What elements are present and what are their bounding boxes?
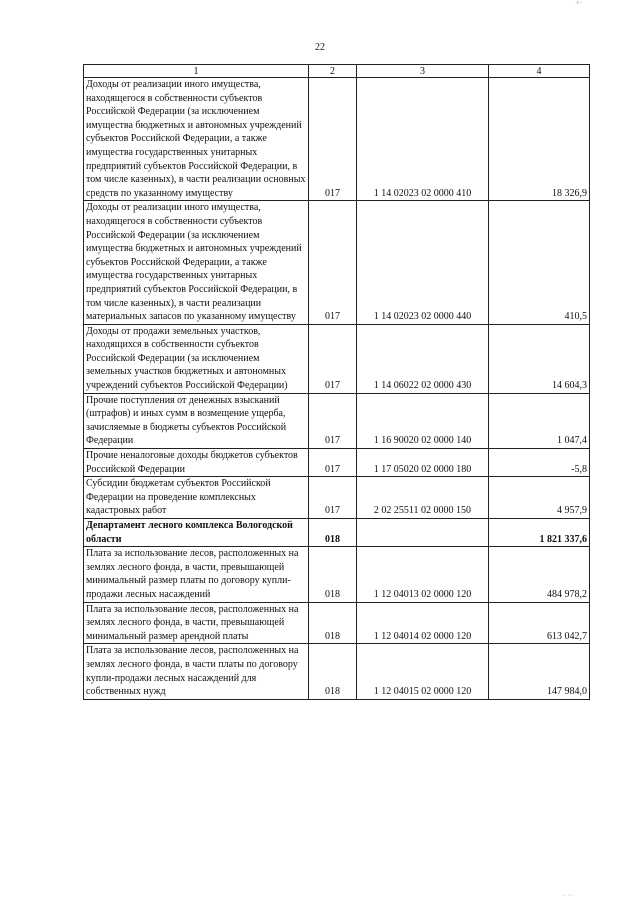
- row-name-cell: Субсидии бюджетам субъектов Российской Федерации на проведение комплексных кадастровых работ: [84, 477, 309, 519]
- row-revenue-code-cell: 1 12 04015 02 0000 120: [357, 644, 489, 699]
- table-row-department: [84, 519, 590, 547]
- row-name-cell: Плата за использование лесов, расположенных на землях лесного фонда, в части, превышающей минимальный размер арендной платы: [84, 602, 309, 644]
- corner-mark-top: ·ı··: [575, 0, 583, 6]
- row-admin-code-cell: 018: [309, 602, 357, 644]
- header-cell-3: 3: [357, 65, 489, 78]
- row-amount-cell: -5,8: [489, 449, 590, 477]
- row-admin-code-cell: 018: [309, 519, 357, 547]
- row-admin-code-cell: 017: [309, 201, 357, 324]
- row-name-cell: Прочие неналоговые доходы бюджетов субъектов Российской Федерации: [84, 449, 309, 477]
- table-body: [84, 65, 590, 700]
- row-name-cell: Плата за использование лесов, расположенных на землях лесного фонда, в части, превышающей минимальный размер платы по договору купли-продажи лесных насаждений: [84, 547, 309, 602]
- row-name-cell: Доходы от реализации иного имущества, находящегося в собственности субъектов Российской Федерации (за исключением имущества бюджетных и автономных учреждений субъектов Российской Федерации, а также имущества государственных унитарных предприятий субъектов Российской Федерации, в том числе казенных), в части реализации материальных запасов по указанному имуществу: [84, 201, 309, 324]
- table-row: [84, 477, 590, 519]
- row-amount-cell: 147 984,0: [489, 644, 590, 699]
- header-cell-2: 2: [309, 65, 357, 78]
- table-row: [84, 324, 590, 393]
- row-amount-cell: 14 604,3: [489, 324, 590, 393]
- row-revenue-code-cell: 1 14 02023 02 0000 440: [357, 201, 489, 324]
- table-row: [84, 78, 590, 201]
- table-row: [84, 602, 590, 644]
- row-revenue-code-cell: 1 12 04014 02 0000 120: [357, 602, 489, 644]
- row-revenue-code-cell: 2 02 25511 02 0000 150: [357, 477, 489, 519]
- row-admin-code-cell: 017: [309, 477, 357, 519]
- row-name-cell: Доходы от реализации иного имущества, находящегося в собственности субъектов Российской Федерации (за исключением имущества бюджетных и автономных учреждений субъектов Российской Федерации, а также имущества государственных унитарных предприятий субъектов Российской Федерации, в том числе казенных), в части реализации основных средств по указанному имуществу: [84, 78, 309, 201]
- row-name-cell: Департамент лесного комплекса Вологодской области: [84, 519, 309, 547]
- row-admin-code-cell: 017: [309, 449, 357, 477]
- row-name-cell: Плата за использование лесов, расположенных на землях лесного фонда, в части платы по договору купли-продажи лесных насаждений для собственных нужд: [84, 644, 309, 699]
- row-name-cell: Доходы от продажи земельных участков, находящихся в собственности субъектов Российской Федерации (за исключением земельных участков бюджетных и автономных учреждений субъектов Российской Федерации): [84, 324, 309, 393]
- row-revenue-code-cell: 1 12 04013 02 0000 120: [357, 547, 489, 602]
- row-revenue-code-cell: 1 17 05020 02 0000 180: [357, 449, 489, 477]
- row-amount-cell: 410,5: [489, 201, 590, 324]
- row-amount-cell: 613 042,7: [489, 602, 590, 644]
- row-amount-cell: 4 957,9: [489, 477, 590, 519]
- table-row: [84, 449, 590, 477]
- table-row: [84, 201, 590, 324]
- corner-mark-bottom: ·· ·· ·: [562, 893, 575, 899]
- row-amount-cell: 1 047,4: [489, 393, 590, 448]
- row-revenue-code-cell: 1 16 90020 02 0000 140: [357, 393, 489, 448]
- table-header-row: [84, 65, 590, 78]
- row-revenue-code-cell: 1 14 06022 02 0000 430: [357, 324, 489, 393]
- header-cell-1: 1: [84, 65, 309, 78]
- header-cell-4: 4: [489, 65, 590, 78]
- table-row: [84, 547, 590, 602]
- row-admin-code-cell: 018: [309, 644, 357, 699]
- row-amount-cell: 18 326,9: [489, 78, 590, 201]
- row-admin-code-cell: 018: [309, 547, 357, 602]
- table-row: [84, 644, 590, 699]
- row-admin-code-cell: 017: [309, 324, 357, 393]
- page-number: 22: [315, 42, 325, 53]
- row-amount-cell: 1 821 337,6: [489, 519, 590, 547]
- row-revenue-code-cell: [357, 519, 489, 547]
- row-admin-code-cell: 017: [309, 78, 357, 201]
- row-admin-code-cell: 017: [309, 393, 357, 448]
- row-revenue-code-cell: 1 14 02023 02 0000 410: [357, 78, 489, 201]
- row-name-cell: Прочие поступления от денежных взысканий (штрафов) и иных сумм в возмещение ущерба, зачисляемые в бюджеты субъектов Российской Федерации: [84, 393, 309, 448]
- budget-table: [83, 64, 590, 700]
- table-row: [84, 393, 590, 448]
- row-amount-cell: 484 978,2: [489, 547, 590, 602]
